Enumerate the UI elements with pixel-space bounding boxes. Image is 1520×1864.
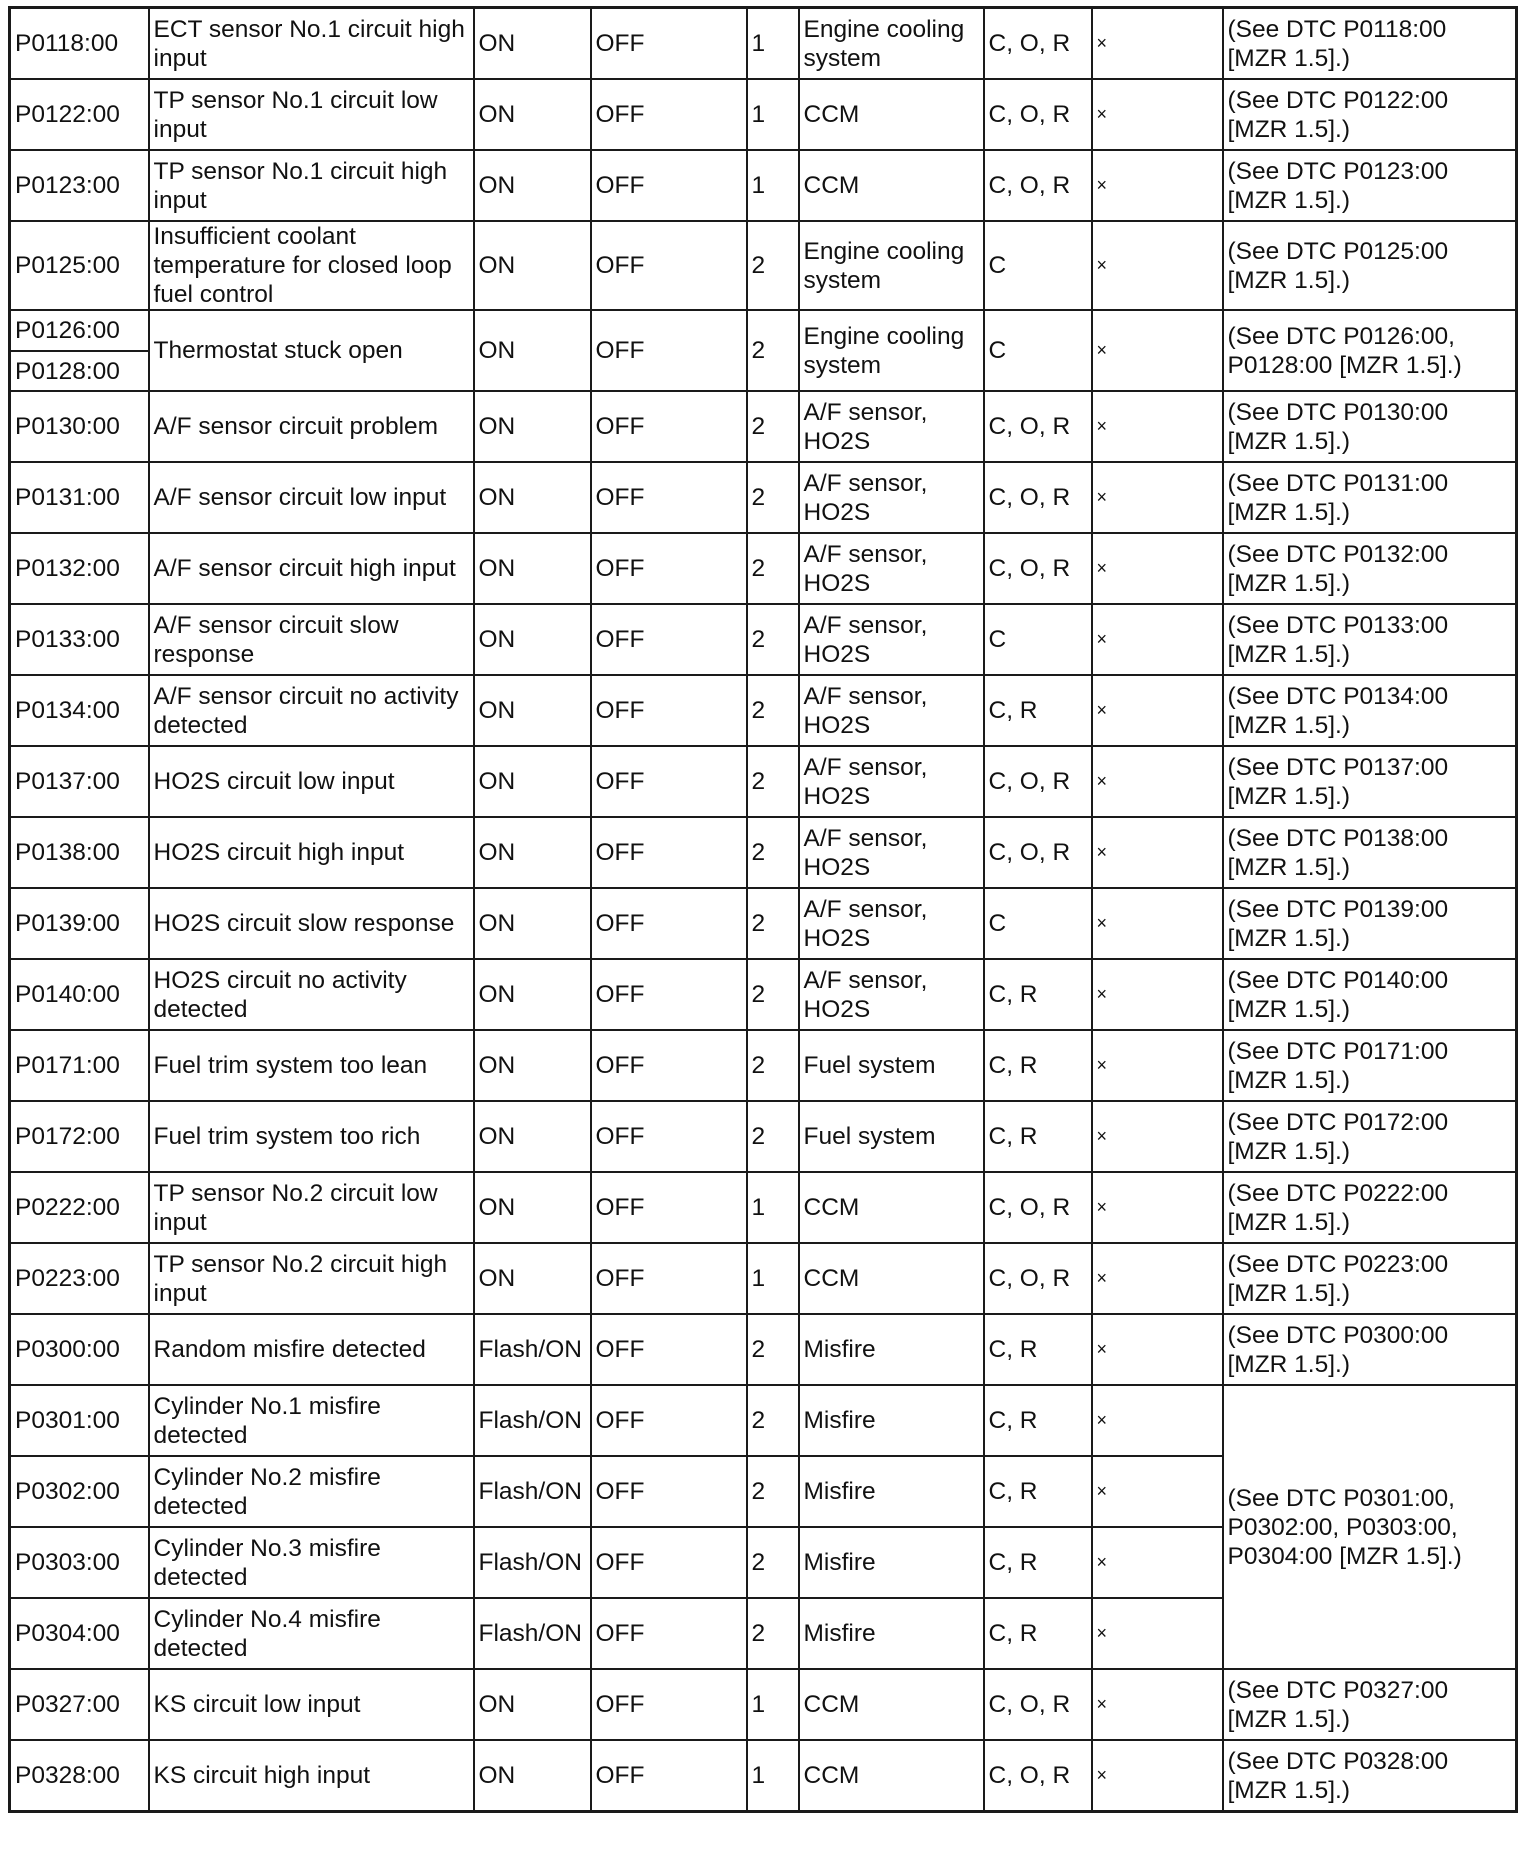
memory-function-cell: C, R bbox=[984, 1314, 1092, 1385]
memory-function-cell: C, O, R bbox=[984, 1669, 1092, 1740]
drive-cycle-cell: OFF bbox=[591, 817, 747, 888]
reference-cell: (See DTC P0222:00 [MZR 1.5].) bbox=[1223, 1172, 1517, 1243]
dtc-code-cell: P0139:00 bbox=[10, 888, 149, 959]
table-row bbox=[10, 1172, 1517, 1243]
mil-cell: ON bbox=[474, 675, 591, 746]
monitor-item-cell: Fuel system bbox=[799, 1030, 984, 1101]
reference-cell: (See DTC P0138:00 [MZR 1.5].) bbox=[1223, 817, 1517, 888]
drive-cycle-cell: OFF bbox=[591, 1172, 747, 1243]
mil-cell: ON bbox=[474, 746, 591, 817]
dtc-code-cell: P0223:00 bbox=[10, 1243, 149, 1314]
mil-cell: ON bbox=[474, 1669, 591, 1740]
table-row bbox=[10, 391, 1517, 462]
memory-function-cell: C, R bbox=[984, 675, 1092, 746]
memory-function-cell: C, R bbox=[984, 1527, 1092, 1598]
monitor-item-cell: CCM bbox=[799, 1740, 984, 1812]
flag-cell: × bbox=[1092, 1172, 1223, 1243]
drive-cycle-cell: OFF bbox=[591, 533, 747, 604]
condition-cell: TP sensor No.2 circuit high input bbox=[149, 1243, 474, 1314]
dtc-code-cell: P0122:00 bbox=[10, 79, 149, 150]
trip-cell: 1 bbox=[747, 79, 799, 150]
condition-cell: Insufficient coolant temperature for closed loop fuel control bbox=[149, 221, 474, 310]
mil-cell: Flash/ON bbox=[474, 1385, 591, 1456]
memory-function-cell: C, R bbox=[984, 1030, 1092, 1101]
drive-cycle-cell: OFF bbox=[591, 1030, 747, 1101]
mil-cell: ON bbox=[474, 888, 591, 959]
trip-cell: 1 bbox=[747, 1172, 799, 1243]
mil-cell: Flash/ON bbox=[474, 1314, 591, 1385]
monitor-item-cell: A/F sensor, HO2S bbox=[799, 675, 984, 746]
dtc-code-cell: P0140:00 bbox=[10, 959, 149, 1030]
condition-cell: A/F sensor circuit no activity detected bbox=[149, 675, 474, 746]
monitor-item-cell: CCM bbox=[799, 79, 984, 150]
drive-cycle-cell: OFF bbox=[591, 1243, 747, 1314]
drive-cycle-cell: OFF bbox=[591, 391, 747, 462]
reference-cell: (See DTC P0131:00 [MZR 1.5].) bbox=[1223, 462, 1517, 533]
flag-cell: × bbox=[1092, 310, 1223, 391]
memory-function-cell: C, O, R bbox=[984, 150, 1092, 221]
trip-cell: 1 bbox=[747, 1669, 799, 1740]
flag-cell: × bbox=[1092, 959, 1223, 1030]
flag-cell: × bbox=[1092, 746, 1223, 817]
dtc-code-cell: P0172:00 bbox=[10, 1101, 149, 1172]
mil-cell: ON bbox=[474, 1172, 591, 1243]
trip-cell: 2 bbox=[747, 675, 799, 746]
condition-cell: HO2S circuit no activity detected bbox=[149, 959, 474, 1030]
flag-cell: × bbox=[1092, 675, 1223, 746]
reference-cell: (See DTC P0122:00 [MZR 1.5].) bbox=[1223, 79, 1517, 150]
drive-cycle-cell: OFF bbox=[591, 150, 747, 221]
condition-cell: Cylinder No.1 misfire detected bbox=[149, 1385, 474, 1456]
monitor-item-cell: A/F sensor, HO2S bbox=[799, 462, 984, 533]
condition-cell: A/F sensor circuit problem bbox=[149, 391, 474, 462]
trip-cell: 1 bbox=[747, 150, 799, 221]
dtc-table-body bbox=[10, 8, 1517, 1812]
table-row bbox=[10, 533, 1517, 604]
table-row bbox=[10, 79, 1517, 150]
memory-function-cell: C, O, R bbox=[984, 391, 1092, 462]
dtc-code-cell: P0118:00 bbox=[10, 8, 149, 80]
memory-function-cell: C bbox=[984, 888, 1092, 959]
dtc-table bbox=[8, 6, 1518, 1813]
dtc-code-cell: P0132:00 bbox=[10, 533, 149, 604]
dtc-code-cell: P0137:00 bbox=[10, 746, 149, 817]
dtc-code-cell: P0134:00 bbox=[10, 675, 149, 746]
condition-cell: Cylinder No.2 misfire detected bbox=[149, 1456, 474, 1527]
reference-cell: (See DTC P0123:00 [MZR 1.5].) bbox=[1223, 150, 1517, 221]
trip-cell: 2 bbox=[747, 1385, 799, 1456]
flag-cell: × bbox=[1092, 1669, 1223, 1740]
dtc-code-cell: P0300:00 bbox=[10, 1314, 149, 1385]
memory-function-cell: C, O, R bbox=[984, 533, 1092, 604]
trip-cell: 2 bbox=[747, 533, 799, 604]
mil-cell: ON bbox=[474, 462, 591, 533]
trip-cell: 2 bbox=[747, 1598, 799, 1669]
reference-cell: (See DTC P0133:00 [MZR 1.5].) bbox=[1223, 604, 1517, 675]
mil-cell: Flash/ON bbox=[474, 1456, 591, 1527]
condition-cell: A/F sensor circuit low input bbox=[149, 462, 474, 533]
memory-function-cell: C, R bbox=[984, 1598, 1092, 1669]
mil-cell: ON bbox=[474, 310, 591, 391]
reference-cell: (See DTC P0118:00 [MZR 1.5].) bbox=[1223, 8, 1517, 80]
flag-cell: × bbox=[1092, 79, 1223, 150]
table-row bbox=[10, 604, 1517, 675]
mil-cell: ON bbox=[474, 8, 591, 80]
trip-cell: 2 bbox=[747, 746, 799, 817]
flag-cell: × bbox=[1092, 888, 1223, 959]
flag-cell: × bbox=[1092, 604, 1223, 675]
flag-cell: × bbox=[1092, 1598, 1223, 1669]
monitor-item-cell: Misfire bbox=[799, 1385, 984, 1456]
dtc-code-cell: P0131:00 bbox=[10, 462, 149, 533]
dtc-code-cell: P0128:00 bbox=[10, 351, 149, 391]
condition-cell: Thermostat stuck open bbox=[149, 310, 474, 391]
reference-cell: (See DTC P0139:00 [MZR 1.5].) bbox=[1223, 888, 1517, 959]
table-row bbox=[10, 1030, 1517, 1101]
table-row bbox=[10, 462, 1517, 533]
monitor-item-cell: Engine cooling system bbox=[799, 8, 984, 80]
mil-cell: Flash/ON bbox=[474, 1527, 591, 1598]
monitor-item-cell: CCM bbox=[799, 1243, 984, 1314]
flag-cell: × bbox=[1092, 1385, 1223, 1456]
memory-function-cell: C, O, R bbox=[984, 746, 1092, 817]
dtc-code-cell: P0304:00 bbox=[10, 1598, 149, 1669]
reference-cell: (See DTC P0327:00 [MZR 1.5].) bbox=[1223, 1669, 1517, 1740]
drive-cycle-cell: OFF bbox=[591, 8, 747, 80]
mil-cell: ON bbox=[474, 959, 591, 1030]
condition-cell: Random misfire detected bbox=[149, 1314, 474, 1385]
flag-cell: × bbox=[1092, 1243, 1223, 1314]
condition-cell: ECT sensor No.1 circuit high input bbox=[149, 8, 474, 80]
memory-function-cell: C, O, R bbox=[984, 79, 1092, 150]
dtc-code-cell: P0133:00 bbox=[10, 604, 149, 675]
table-row bbox=[10, 1385, 1517, 1456]
trip-cell: 2 bbox=[747, 959, 799, 1030]
condition-cell: HO2S circuit low input bbox=[149, 746, 474, 817]
flag-cell: × bbox=[1092, 1030, 1223, 1101]
flag-cell: × bbox=[1092, 1740, 1223, 1812]
table-row bbox=[10, 150, 1517, 221]
monitor-item-cell: Engine cooling system bbox=[799, 221, 984, 310]
drive-cycle-cell: OFF bbox=[591, 1314, 747, 1385]
reference-cell: (See DTC P0171:00 [MZR 1.5].) bbox=[1223, 1030, 1517, 1101]
flag-cell: × bbox=[1092, 8, 1223, 80]
drive-cycle-cell: OFF bbox=[591, 1598, 747, 1669]
condition-cell: Fuel trim system too lean bbox=[149, 1030, 474, 1101]
monitor-item-cell: Misfire bbox=[799, 1456, 984, 1527]
mil-cell: ON bbox=[474, 1740, 591, 1812]
mil-cell: ON bbox=[474, 1030, 591, 1101]
drive-cycle-cell: OFF bbox=[591, 462, 747, 533]
condition-cell: KS circuit low input bbox=[149, 1669, 474, 1740]
reference-cell: (See DTC P0300:00 [MZR 1.5].) bbox=[1223, 1314, 1517, 1385]
reference-cell: (See DTC P0134:00 [MZR 1.5].) bbox=[1223, 675, 1517, 746]
drive-cycle-cell: OFF bbox=[591, 1669, 747, 1740]
mil-cell: ON bbox=[474, 1101, 591, 1172]
drive-cycle-cell: OFF bbox=[591, 888, 747, 959]
flag-cell: × bbox=[1092, 1527, 1223, 1598]
dtc-code-cell: P0130:00 bbox=[10, 391, 149, 462]
memory-function-cell: C bbox=[984, 310, 1092, 391]
drive-cycle-cell: OFF bbox=[591, 221, 747, 310]
condition-cell: Fuel trim system too rich bbox=[149, 1101, 474, 1172]
trip-cell: 2 bbox=[747, 1456, 799, 1527]
table-row bbox=[10, 675, 1517, 746]
mil-cell: ON bbox=[474, 79, 591, 150]
memory-function-cell: C, O, R bbox=[984, 1243, 1092, 1314]
condition-cell: TP sensor No.2 circuit low input bbox=[149, 1172, 474, 1243]
trip-cell: 2 bbox=[747, 462, 799, 533]
reference-cell: (See DTC P0328:00 [MZR 1.5].) bbox=[1223, 1740, 1517, 1812]
drive-cycle-cell: OFF bbox=[591, 746, 747, 817]
dtc-code-cell: P0328:00 bbox=[10, 1740, 149, 1812]
condition-cell: A/F sensor circuit high input bbox=[149, 533, 474, 604]
condition-cell: HO2S circuit slow response bbox=[149, 888, 474, 959]
monitor-item-cell: Misfire bbox=[799, 1527, 984, 1598]
monitor-item-cell: A/F sensor, HO2S bbox=[799, 888, 984, 959]
trip-cell: 2 bbox=[747, 1314, 799, 1385]
flag-cell: × bbox=[1092, 817, 1223, 888]
table-row bbox=[10, 1669, 1517, 1740]
dtc-code-cell: P0222:00 bbox=[10, 1172, 149, 1243]
table-row bbox=[10, 817, 1517, 888]
memory-function-cell: C, R bbox=[984, 1456, 1092, 1527]
dtc-table-page bbox=[8, 6, 1518, 1813]
dtc-code-cell: P0125:00 bbox=[10, 221, 149, 310]
condition-cell: KS circuit high input bbox=[149, 1740, 474, 1812]
monitor-item-cell: Fuel system bbox=[799, 1101, 984, 1172]
flag-cell: × bbox=[1092, 1456, 1223, 1527]
memory-function-cell: C, R bbox=[984, 1385, 1092, 1456]
flag-cell: × bbox=[1092, 150, 1223, 221]
table-row bbox=[10, 888, 1517, 959]
table-row bbox=[10, 1101, 1517, 1172]
trip-cell: 1 bbox=[747, 1740, 799, 1812]
trip-cell: 2 bbox=[747, 310, 799, 391]
memory-function-cell: C, O, R bbox=[984, 1172, 1092, 1243]
drive-cycle-cell: OFF bbox=[591, 1740, 747, 1812]
flag-cell: × bbox=[1092, 533, 1223, 604]
trip-cell: 2 bbox=[747, 1527, 799, 1598]
drive-cycle-cell: OFF bbox=[591, 1385, 747, 1456]
memory-function-cell: C bbox=[984, 604, 1092, 675]
flag-cell: × bbox=[1092, 1101, 1223, 1172]
drive-cycle-cell: OFF bbox=[591, 675, 747, 746]
dtc-code-cell: P0301:00 bbox=[10, 1385, 149, 1456]
reference-cell: (See DTC P0140:00 [MZR 1.5].) bbox=[1223, 959, 1517, 1030]
mil-cell: ON bbox=[474, 221, 591, 310]
reference-cell: (See DTC P0126:00, P0128:00 [MZR 1.5].) bbox=[1223, 310, 1517, 391]
trip-cell: 2 bbox=[747, 888, 799, 959]
table-row bbox=[10, 1740, 1517, 1812]
table-row bbox=[10, 1243, 1517, 1314]
flag-cell: × bbox=[1092, 391, 1223, 462]
reference-cell: (See DTC P0301:00, P0302:00, P0303:00, P0304:00 [MZR 1.5].) bbox=[1223, 1385, 1517, 1669]
condition-cell: Cylinder No.3 misfire detected bbox=[149, 1527, 474, 1598]
trip-cell: 2 bbox=[747, 604, 799, 675]
condition-cell: HO2S circuit high input bbox=[149, 817, 474, 888]
monitor-item-cell: A/F sensor, HO2S bbox=[799, 604, 984, 675]
dtc-code-cell: P0327:00 bbox=[10, 1669, 149, 1740]
mil-cell: ON bbox=[474, 817, 591, 888]
dtc-code-cell: P0126:00 bbox=[10, 310, 149, 351]
memory-function-cell: C, O, R bbox=[984, 817, 1092, 888]
flag-cell: × bbox=[1092, 462, 1223, 533]
reference-cell: (See DTC P0125:00 [MZR 1.5].) bbox=[1223, 221, 1517, 310]
mil-cell: Flash/ON bbox=[474, 1598, 591, 1669]
monitor-item-cell: Misfire bbox=[799, 1314, 984, 1385]
dtc-code-cell: P0303:00 bbox=[10, 1527, 149, 1598]
monitor-item-cell: CCM bbox=[799, 150, 984, 221]
dtc-code-cell: P0302:00 bbox=[10, 1456, 149, 1527]
memory-function-cell: C, R bbox=[984, 959, 1092, 1030]
trip-cell: 2 bbox=[747, 391, 799, 462]
mil-cell: ON bbox=[474, 533, 591, 604]
table-row bbox=[10, 221, 1517, 310]
memory-function-cell: C bbox=[984, 221, 1092, 310]
monitor-item-cell: Engine cooling system bbox=[799, 310, 984, 391]
monitor-item-cell: CCM bbox=[799, 1669, 984, 1740]
drive-cycle-cell: OFF bbox=[591, 604, 747, 675]
trip-cell: 2 bbox=[747, 817, 799, 888]
memory-function-cell: C, O, R bbox=[984, 462, 1092, 533]
table-row bbox=[10, 1314, 1517, 1385]
trip-cell: 2 bbox=[747, 1030, 799, 1101]
monitor-item-cell: A/F sensor, HO2S bbox=[799, 533, 984, 604]
memory-function-cell: C, O, R bbox=[984, 1740, 1092, 1812]
flag-cell: × bbox=[1092, 221, 1223, 310]
monitor-item-cell: Misfire bbox=[799, 1598, 984, 1669]
monitor-item-cell: CCM bbox=[799, 1172, 984, 1243]
reference-cell: (See DTC P0132:00 [MZR 1.5].) bbox=[1223, 533, 1517, 604]
condition-cell: TP sensor No.1 circuit high input bbox=[149, 150, 474, 221]
drive-cycle-cell: OFF bbox=[591, 310, 747, 391]
mil-cell: ON bbox=[474, 150, 591, 221]
dtc-code-cell: P0123:00 bbox=[10, 150, 149, 221]
condition-cell: TP sensor No.1 circuit low input bbox=[149, 79, 474, 150]
drive-cycle-cell: OFF bbox=[591, 959, 747, 1030]
trip-cell: 2 bbox=[747, 1101, 799, 1172]
dtc-code-cell: P0138:00 bbox=[10, 817, 149, 888]
table-row bbox=[10, 8, 1517, 80]
monitor-item-cell: A/F sensor, HO2S bbox=[799, 391, 984, 462]
dtc-code-cell: P0171:00 bbox=[10, 1030, 149, 1101]
table-row bbox=[10, 959, 1517, 1030]
monitor-item-cell: A/F sensor, HO2S bbox=[799, 817, 984, 888]
drive-cycle-cell: OFF bbox=[591, 1101, 747, 1172]
trip-cell: 2 bbox=[747, 221, 799, 310]
flag-cell: × bbox=[1092, 1314, 1223, 1385]
reference-cell: (See DTC P0130:00 [MZR 1.5].) bbox=[1223, 391, 1517, 462]
memory-function-cell: C, R bbox=[984, 1101, 1092, 1172]
monitor-item-cell: A/F sensor, HO2S bbox=[799, 959, 984, 1030]
table-row bbox=[10, 746, 1517, 817]
trip-cell: 1 bbox=[747, 1243, 799, 1314]
table-row bbox=[10, 310, 1517, 351]
condition-cell: Cylinder No.4 misfire detected bbox=[149, 1598, 474, 1669]
drive-cycle-cell: OFF bbox=[591, 79, 747, 150]
reference-cell: (See DTC P0223:00 [MZR 1.5].) bbox=[1223, 1243, 1517, 1314]
trip-cell: 1 bbox=[747, 8, 799, 80]
memory-function-cell: C, O, R bbox=[984, 8, 1092, 80]
condition-cell: A/F sensor circuit slow response bbox=[149, 604, 474, 675]
drive-cycle-cell: OFF bbox=[591, 1527, 747, 1598]
monitor-item-cell: A/F sensor, HO2S bbox=[799, 746, 984, 817]
reference-cell: (See DTC P0172:00 [MZR 1.5].) bbox=[1223, 1101, 1517, 1172]
mil-cell: ON bbox=[474, 604, 591, 675]
drive-cycle-cell: OFF bbox=[591, 1456, 747, 1527]
reference-cell: (See DTC P0137:00 [MZR 1.5].) bbox=[1223, 746, 1517, 817]
mil-cell: ON bbox=[474, 1243, 591, 1314]
mil-cell: ON bbox=[474, 391, 591, 462]
